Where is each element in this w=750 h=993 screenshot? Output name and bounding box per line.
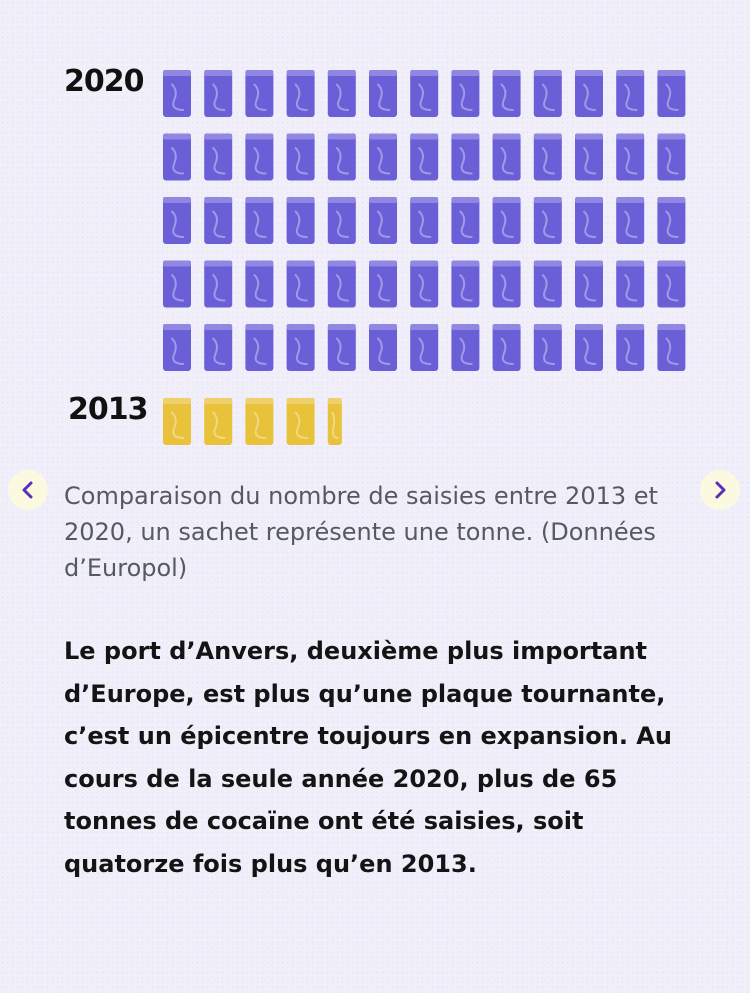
bag-icon-2020-33 bbox=[410, 197, 438, 244]
year-label-2020: 2020 bbox=[64, 64, 144, 99]
bag-icon-2020-25 bbox=[616, 134, 644, 181]
bag-icon-2020-50 bbox=[575, 261, 603, 308]
bag-icon-2020-21 bbox=[451, 134, 479, 181]
bag-icon-2020-48 bbox=[493, 261, 521, 308]
bag-icon-2020-16 bbox=[245, 134, 273, 181]
bag-icon-2020-2 bbox=[204, 70, 232, 117]
bag-icon-2020-10 bbox=[534, 70, 562, 117]
year-label-2013: 2013 bbox=[68, 392, 148, 427]
bag-icon-2020-44 bbox=[328, 261, 356, 308]
bag-icon-2020-23 bbox=[534, 134, 562, 181]
bag-icon-2020-58 bbox=[369, 324, 397, 371]
bag-icon-2020-59 bbox=[410, 324, 438, 371]
bag-icon-2020-34 bbox=[451, 197, 479, 244]
bag-icon-2020-28 bbox=[204, 197, 232, 244]
bag-icon-2020-7 bbox=[410, 70, 438, 117]
bag-icon-2020-26 bbox=[657, 134, 685, 181]
bag-icon-2020-13 bbox=[657, 70, 685, 117]
bag-icon-2020-55 bbox=[245, 324, 273, 371]
bag-icon-2020-46 bbox=[410, 261, 438, 308]
bag-icon-2020-52 bbox=[657, 261, 685, 308]
bag-icon-2020-14 bbox=[163, 134, 191, 181]
chart-caption: Comparaison du nombre de saisies entre 2013 et 2020, un sachet représente une tonne. (Données d’Europol) bbox=[64, 482, 658, 582]
bag-icon-2020-1 bbox=[163, 70, 191, 117]
bag-icon-2013-4 bbox=[287, 398, 315, 445]
bag-icon-2020-49 bbox=[534, 261, 562, 308]
bag-icon-2020-32 bbox=[369, 197, 397, 244]
bag-icon-2020-12 bbox=[616, 70, 644, 117]
bag-icon-2013-1 bbox=[163, 398, 191, 445]
bag-icon-2020-24 bbox=[575, 134, 603, 181]
bag-icon-2020-22 bbox=[493, 134, 521, 181]
bag-icon-2020-30 bbox=[287, 197, 315, 244]
bag-icon-2020-15 bbox=[204, 134, 232, 181]
bag-icon-2013-5 bbox=[328, 398, 342, 445]
bag-icon-2020-53 bbox=[163, 324, 191, 371]
bag-icon-2020-5 bbox=[328, 70, 356, 117]
bag-icon-2020-36 bbox=[534, 197, 562, 244]
chevron-left-icon bbox=[18, 480, 38, 500]
bag-icon-2020-18 bbox=[328, 134, 356, 181]
bag-icon-2020-65 bbox=[657, 324, 685, 371]
bag-icon-2020-60 bbox=[451, 324, 479, 371]
bag-icon-2020-56 bbox=[287, 324, 315, 371]
bag-icon-2020-61 bbox=[493, 324, 521, 371]
article-paragraph: Le port d’Anvers, deuxième plus important d’Europe, est plus qu’une plaque tournante, c’est un épicentre toujours en expansion. Au cours de la seule année 2020, plus de 65 tonnes de cocaïne ont été saisies, soit quatorze fois plus qu’en 2013. bbox=[64, 637, 672, 878]
bag-icon-2020-35 bbox=[493, 197, 521, 244]
bag-icon-2020-51 bbox=[616, 261, 644, 308]
bag-icon-2020-17 bbox=[287, 134, 315, 181]
bag-icon-2020-57 bbox=[328, 324, 356, 371]
bag-icon-2020-11 bbox=[575, 70, 603, 117]
prev-slide-button[interactable] bbox=[8, 470, 48, 510]
bag-icon-2020-4 bbox=[287, 70, 315, 117]
bag-icon-2020-3 bbox=[245, 70, 273, 117]
bag-icon-2020-38 bbox=[616, 197, 644, 244]
bag-icon-2020-19 bbox=[369, 134, 397, 181]
bag-icon-2020-64 bbox=[616, 324, 644, 371]
bag-icon-2020-63 bbox=[575, 324, 603, 371]
next-slide-button[interactable] bbox=[700, 470, 740, 510]
bag-icon-2020-47 bbox=[451, 261, 479, 308]
bag-icon-2020-42 bbox=[245, 261, 273, 308]
bag-icon-2020-45 bbox=[369, 261, 397, 308]
bag-icon-2020-39 bbox=[657, 197, 685, 244]
bag-icon-2020-29 bbox=[245, 197, 273, 244]
bag-icon-2020-62 bbox=[534, 324, 562, 371]
bag-icon-2020-9 bbox=[493, 70, 521, 117]
pictogram-grid bbox=[0, 0, 750, 460]
bag-icon-2020-41 bbox=[204, 261, 232, 308]
bag-icon-2013-2 bbox=[204, 398, 232, 445]
bag-icon-2020-40 bbox=[163, 261, 191, 308]
bag-icon-2020-31 bbox=[328, 197, 356, 244]
bag-icon-2020-27 bbox=[163, 197, 191, 244]
bag-icon-2020-37 bbox=[575, 197, 603, 244]
bag-icon-2020-8 bbox=[451, 70, 479, 117]
bag-icon-2020-54 bbox=[204, 324, 232, 371]
bag-icon-2020-6 bbox=[369, 70, 397, 117]
bag-icon-2020-43 bbox=[287, 261, 315, 308]
bag-icon-2020-20 bbox=[410, 134, 438, 181]
chevron-right-icon bbox=[710, 480, 730, 500]
bag-icon-2013-3 bbox=[245, 398, 273, 445]
